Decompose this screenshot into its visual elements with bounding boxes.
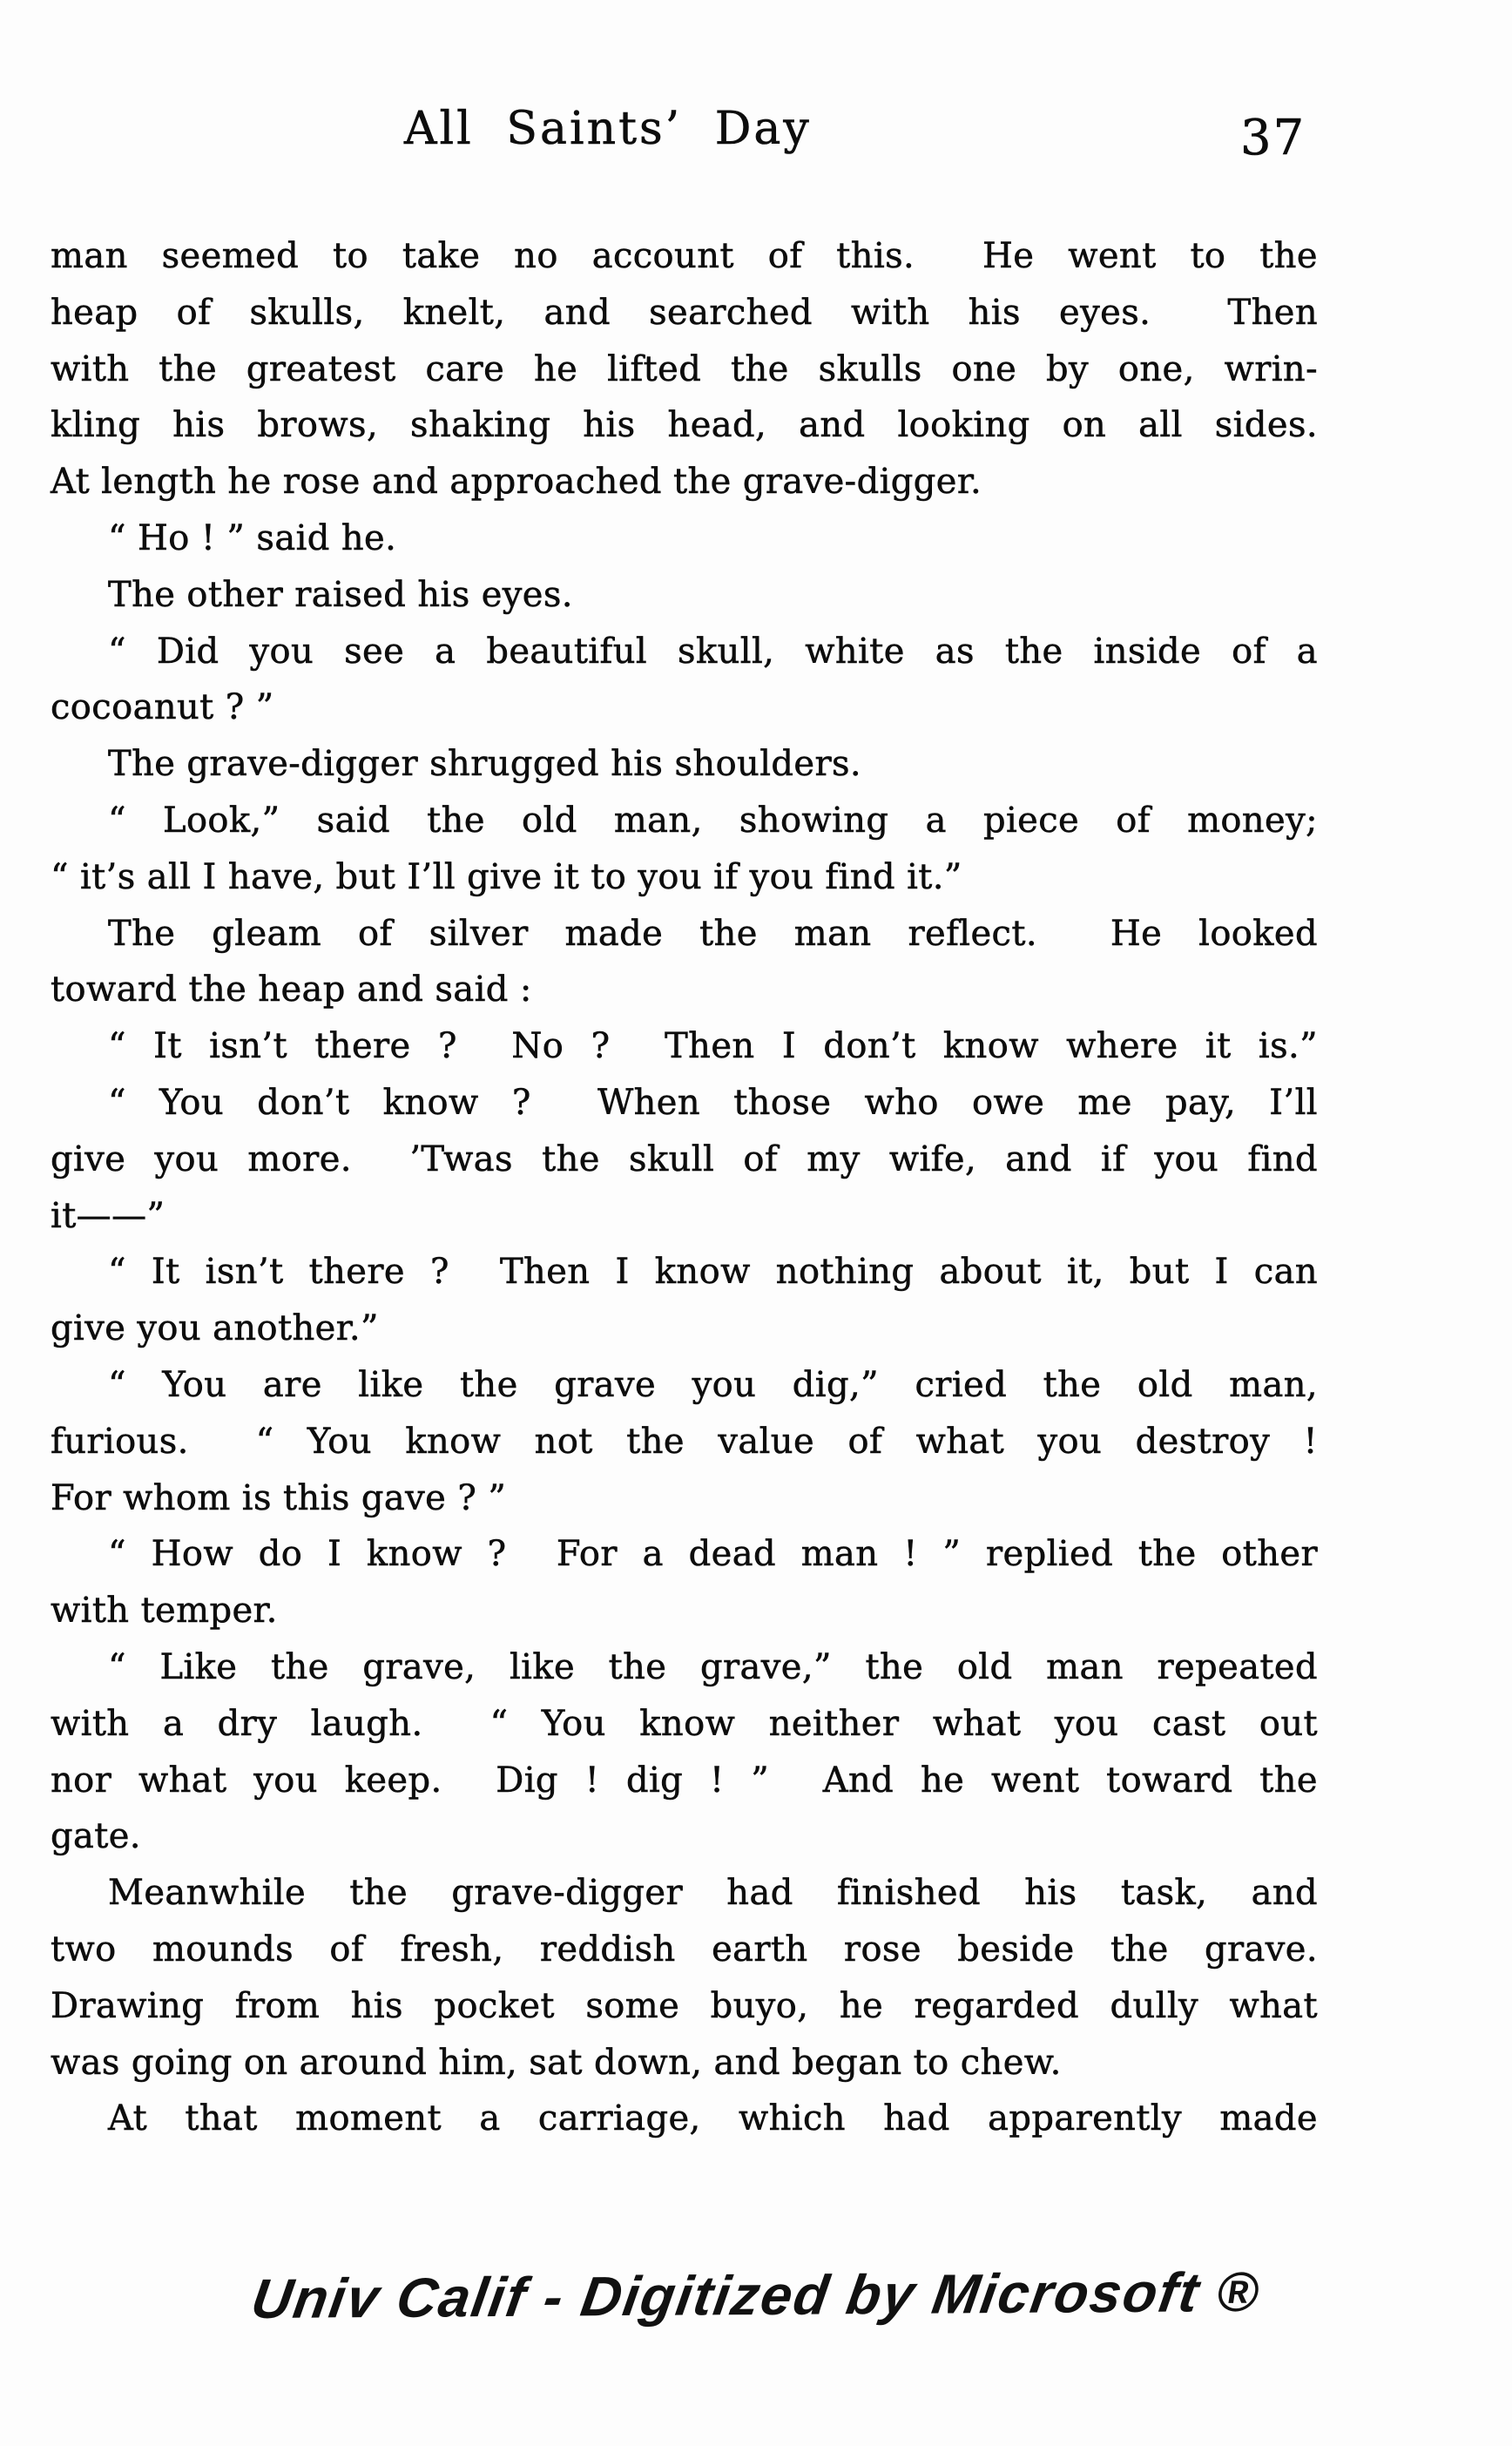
text-line: with the greatest care he lifted the skulls one by one, wrin- — [51, 348, 1318, 389]
text-line: “ Like the grave, like the grave,” the old man repeated — [108, 1646, 1318, 1687]
text-line: “ It isn’t there ? No ? Then I don’t know where it is.” — [108, 1026, 1318, 1067]
text-line: For whom is this gave ? ” — [51, 1477, 507, 1518]
text-line: “ You are like the grave you dig,” cried the old man, — [108, 1364, 1318, 1405]
text-line: The gleam of silver made the man reflect. He looked — [108, 913, 1318, 954]
text-line: The grave-digger shrugged his shoulders. — [108, 744, 862, 785]
text-line: with a dry laugh. “ You know neither what you cast out — [51, 1703, 1318, 1744]
text-line: with temper. — [51, 1591, 278, 1632]
text-line: “ How do I know ? For a dead man ! ” replied the other — [108, 1534, 1318, 1575]
page-body — [51, 228, 1318, 2147]
digitization-watermark: Univ Calif - Digitized by Microsoft ® — [246, 2260, 1266, 2331]
text-line: it——” — [51, 1195, 165, 1236]
page-title: All Saints’ Day — [404, 103, 812, 155]
text-line: toward the heap and said : — [51, 970, 532, 1010]
text-line: Meanwhile the grave-digger had finished his task, and — [108, 1873, 1318, 1914]
text-line: “ it’s all I have, but I’ll give it to you if you find it.” — [51, 856, 962, 897]
text-line: gate. — [51, 1816, 141, 1857]
text-line: nor what you keep. Dig ! dig ! ” And he went toward the — [51, 1760, 1318, 1801]
text-line: furious. “ You know not the value of what you destroy ! — [51, 1421, 1318, 1462]
text-line: was going on around him, sat down, and began to chew. — [51, 2042, 1062, 2083]
text-line: At length he rose and approached the grave-digger. — [51, 462, 982, 503]
text-line: “ Did you see a beautiful skull, white as the inside of a — [108, 631, 1318, 672]
text-line: man seemed to take no account of this. He went to the — [51, 236, 1318, 276]
text-line: cocoanut ? ” — [51, 687, 274, 728]
text-line: “ Look,” said the old man, showing a piece of money; — [108, 800, 1318, 841]
text-line: At that moment a carriage, which had apparently made — [108, 2098, 1318, 2139]
text-line: heap of skulls, knelt, and searched with his eyes. Then — [51, 292, 1318, 333]
text-line: give you another.” — [51, 1308, 379, 1349]
text-line: give you more. ’Twas the skull of my wife, and if you find — [51, 1139, 1318, 1179]
text-line: Drawing from his pocket some buyo, he regarded dully what — [51, 1985, 1318, 2026]
text-line: kling his brows, shaking his head, and looking on all sides. — [51, 405, 1318, 446]
text-line: “ It isn’t there ? Then I know nothing about it, but I can — [108, 1252, 1318, 1293]
text-line: The other raised his eyes. — [108, 574, 573, 615]
page-number: 37 — [1240, 110, 1306, 166]
text-line: “ Ho ! ” said he. — [108, 517, 397, 558]
text-line: two mounds of fresh, reddish earth rose beside the grave. — [51, 1929, 1318, 1970]
text-line: “ You don’t know ? When those who owe me pay, I’ll — [108, 1082, 1318, 1123]
